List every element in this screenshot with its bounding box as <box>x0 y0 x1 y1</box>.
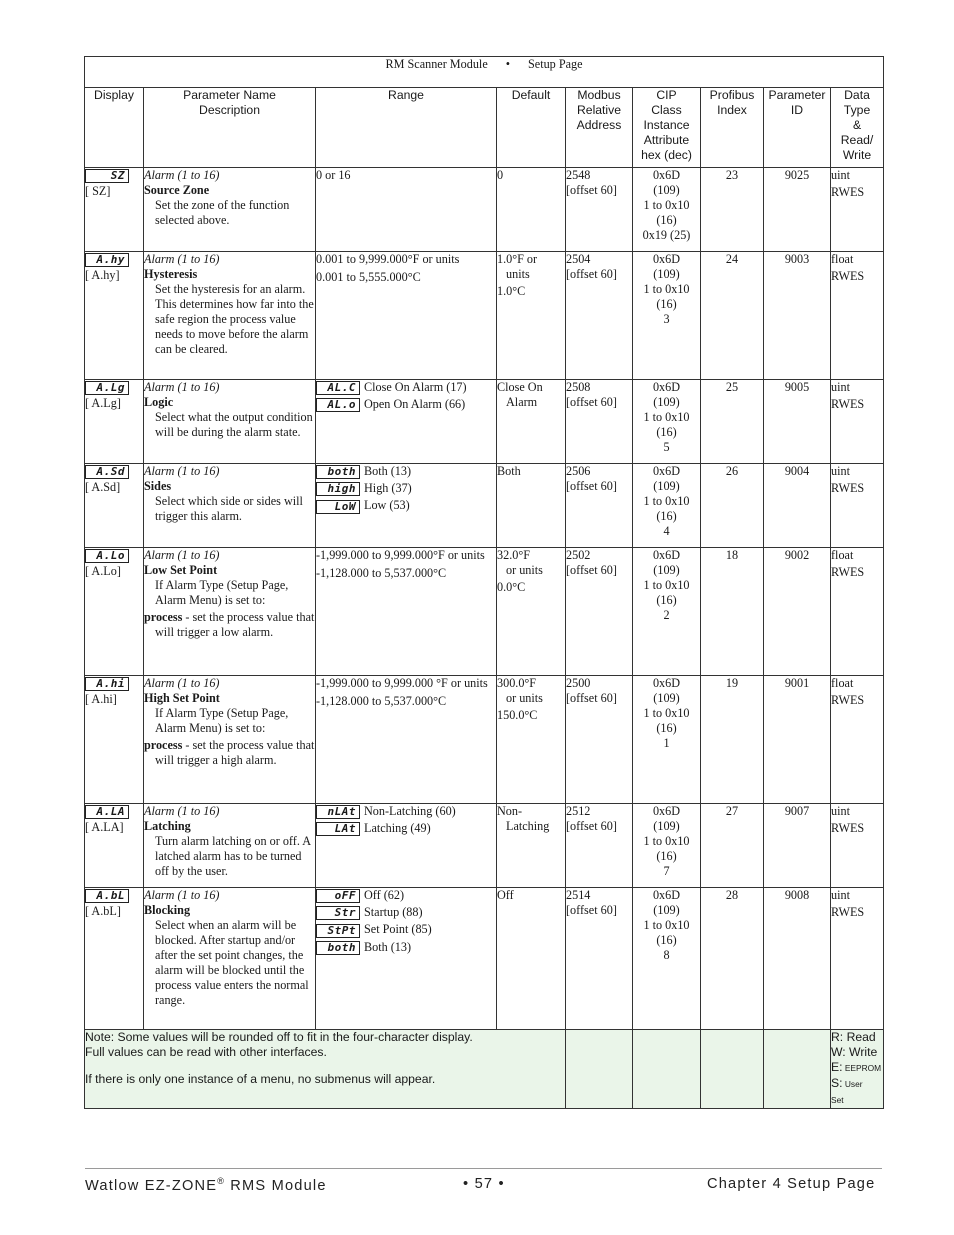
default-cell <box>497 380 566 464</box>
cip-line: (16) <box>656 509 677 523</box>
default-cell <box>497 804 566 888</box>
range-option <box>316 498 496 513</box>
data-type: uint <box>831 168 850 182</box>
cip-line: 1 <box>663 736 670 750</box>
cip-line: 0x6D <box>652 464 681 478</box>
default-cell <box>497 888 566 1030</box>
default-line: or units <box>506 691 543 705</box>
modbus-line: [offset 60] <box>566 267 617 281</box>
modbus-line: 2512 <box>566 804 591 818</box>
legend-item <box>831 1030 883 1045</box>
data-type-cell <box>831 168 884 252</box>
option-label: High (37) <box>364 481 412 496</box>
parameter-description: If Alarm Type (Setup Page, Alarm Menu) is set to: <box>155 578 289 607</box>
range-line: 0.001 to 5,555.000°C <box>316 270 421 284</box>
parameter-name: High Set Point <box>144 691 220 705</box>
option-seven-segment: AL.C <box>316 381 360 395</box>
cip-line: 0x6D <box>652 252 681 266</box>
seven-segment-display: A.Lg <box>85 381 129 395</box>
display-cell <box>85 548 144 676</box>
range-line: -1,128.000 to 5,537.000°C <box>316 694 447 708</box>
cip-cell <box>633 548 701 676</box>
profibus-index: 19 <box>701 676 764 804</box>
footer-right: Chapter 4 Setup Page <box>707 1176 876 1192</box>
display-code: [ A.LA] <box>85 820 124 835</box>
seven-segment-display: A.bL <box>85 889 129 903</box>
legend-value: Write <box>845 1045 878 1059</box>
range-option <box>316 821 496 836</box>
parameter-description-2 <box>144 738 315 768</box>
cip-line: 1 to 0x10 <box>643 706 690 720</box>
description-cell <box>144 804 316 888</box>
range-line: 0 or 16 <box>316 168 351 182</box>
read-write: RWES <box>831 269 865 283</box>
read-write: RWES <box>831 693 865 707</box>
description-cell <box>144 380 316 464</box>
cip-line: 4 <box>663 524 670 538</box>
read-write: RWES <box>831 185 865 199</box>
parameter-name: Latching <box>144 819 191 833</box>
parameter-group: Alarm (1 to 16) <box>144 380 220 394</box>
cip-line: 3 <box>663 312 670 326</box>
data-type-cell <box>831 380 884 464</box>
cip-line: 7 <box>663 864 670 878</box>
range-option <box>316 888 496 903</box>
parameter-name: Low Set Point <box>144 563 218 577</box>
cip-line: 1 to 0x10 <box>643 834 690 848</box>
parameter-group: Alarm (1 to 16) <box>144 464 220 478</box>
legend-item <box>831 1045 883 1060</box>
default-cell <box>497 168 566 252</box>
parameter-id: 9002 <box>764 548 831 676</box>
cip-line: 1 to 0x10 <box>643 198 690 212</box>
data-type-cell <box>831 804 884 888</box>
default-line: Non- <box>497 804 523 818</box>
modbus-line: [offset 60] <box>566 183 617 197</box>
header-profibus: Profibus Index <box>701 88 764 168</box>
cip-line: (16) <box>656 425 677 439</box>
legend-item <box>831 1060 883 1076</box>
read-write: RWES <box>831 905 865 919</box>
parameter-name: Source Zone <box>144 183 210 197</box>
data-type-cell <box>831 252 884 380</box>
data-type: uint <box>831 464 850 478</box>
cip-cell <box>633 888 701 1030</box>
parameter-id: 9003 <box>764 252 831 380</box>
cip-line: 1 to 0x10 <box>643 410 690 424</box>
parameter-name: Hysteresis <box>144 267 198 281</box>
option-seven-segment: LoW <box>316 500 360 514</box>
table-row <box>85 380 884 464</box>
modbus-line: [offset 60] <box>566 691 617 705</box>
parameter-description: If Alarm Type (Setup Page, Alarm Menu) is set to: <box>155 706 289 735</box>
data-type-cell <box>831 888 884 1030</box>
data-type: float <box>831 252 854 266</box>
modbus-line: 2502 <box>566 548 591 562</box>
modbus-line: 2514 <box>566 888 591 902</box>
parameter-group: Alarm (1 to 16) <box>144 168 220 182</box>
profibus-index: 24 <box>701 252 764 380</box>
parameter-name: Sides <box>144 479 172 493</box>
display-code: [ SZ] <box>85 184 111 199</box>
cip-cell <box>633 676 701 804</box>
option-label: Off (62) <box>364 888 405 902</box>
legend-key: E: <box>831 1060 843 1074</box>
read-write: RWES <box>831 397 865 411</box>
display-code: [ A.Lo] <box>85 564 121 579</box>
table-row <box>85 804 884 888</box>
display-code: [ A.Sd] <box>85 480 121 495</box>
table-row <box>85 676 884 804</box>
option-label: Non-Latching (60) <box>364 804 456 818</box>
cip-line: (16) <box>656 721 677 735</box>
display-cell <box>85 804 144 888</box>
cip-cell <box>633 804 701 888</box>
cip-line: 1 to 0x10 <box>643 918 690 932</box>
note-empty-cell <box>566 1030 633 1109</box>
legend-value: User <box>842 1079 863 1089</box>
process-keyword: process <box>144 610 183 624</box>
range-line: -1,999.000 to 9,999.000°F or units <box>316 548 485 562</box>
profibus-index: 23 <box>701 168 764 252</box>
read-write: RWES <box>831 821 865 835</box>
parameter-id: 9007 <box>764 804 831 888</box>
range-cell <box>316 888 497 1030</box>
display-code: [ A.hi] <box>85 692 117 707</box>
data-type-cell <box>831 676 884 804</box>
cip-line: 0x6D <box>652 804 681 818</box>
parameter-group: Alarm (1 to 16) <box>144 676 220 690</box>
modbus-cell <box>566 888 633 1030</box>
cip-line: 0x6D <box>652 676 681 690</box>
cip-line: 0x6D <box>652 380 681 394</box>
cip-line: (109) <box>653 479 680 493</box>
footer-left: Watlow EZ-ZONE® RMS Module <box>85 1176 327 1194</box>
modbus-line: 2548 <box>566 168 591 182</box>
profibus-index: 25 <box>701 380 764 464</box>
note-line: Note: Some values will be rounded off to fit in the four-character display. <box>85 1030 473 1044</box>
default-line: 150.0°C <box>497 708 538 722</box>
modbus-line: 2506 <box>566 464 591 478</box>
default-line: Off <box>497 888 514 902</box>
header-display: Display <box>85 88 144 168</box>
legend-key: W: <box>831 1045 846 1059</box>
option-label: Low (53) <box>364 498 410 513</box>
header-row <box>85 88 884 168</box>
data-type-cell <box>831 548 884 676</box>
parameter-group: Alarm (1 to 16) <box>144 804 220 818</box>
modbus-line: [offset 60] <box>566 479 617 493</box>
parameter-group: Alarm (1 to 16) <box>144 548 220 562</box>
default-line: 0 <box>497 168 504 182</box>
parameter-name: Blocking <box>144 903 191 917</box>
cip-line: (109) <box>653 691 680 705</box>
cip-line: 2 <box>663 608 670 622</box>
seven-segment-display: A.hy <box>85 253 129 267</box>
option-seven-segment: both <box>316 465 360 479</box>
cip-line: (16) <box>656 849 677 863</box>
option-label: Both (13) <box>364 939 412 954</box>
note-line: If there is only one instance of a menu, no submenus will appear. <box>85 1072 436 1086</box>
display-cell <box>85 676 144 804</box>
range-line: 0.001 to 9,999.000°F or units <box>316 252 460 266</box>
default-cell <box>497 548 566 676</box>
modbus-cell <box>566 380 633 464</box>
read-write: RWES <box>831 481 865 495</box>
range-option <box>316 905 496 920</box>
cip-line: 5 <box>663 440 670 454</box>
legend-item <box>831 1076 883 1092</box>
seven-segment-display: A.hi <box>85 677 129 691</box>
modbus-cell <box>566 168 633 252</box>
parameter-table <box>84 56 884 1109</box>
process-text: - set the process value that will trigger a high alarm. <box>155 738 315 767</box>
cip-line: (16) <box>656 297 677 311</box>
modbus-cell <box>566 464 633 548</box>
legend-key: S: <box>831 1076 843 1090</box>
range-option <box>316 940 496 955</box>
range-option <box>316 380 496 395</box>
modbus-line: [offset 60] <box>566 395 617 409</box>
parameter-id: 9001 <box>764 676 831 804</box>
header-cip: CIP Class Instance Attribute hex (dec) <box>633 88 701 168</box>
cip-line: 1 to 0x10 <box>643 578 690 592</box>
option-label: Set Point (85) <box>364 922 432 937</box>
default-line: Alarm <box>506 395 538 409</box>
table-row <box>85 252 884 380</box>
parameter-name: Logic <box>144 395 174 409</box>
cip-line: 1 to 0x10 <box>643 282 690 296</box>
description-cell <box>144 168 316 252</box>
legend-value: Set <box>831 1095 844 1105</box>
cip-cell <box>633 464 701 548</box>
range-cell <box>316 168 497 252</box>
parameter-group: Alarm (1 to 16) <box>144 888 220 902</box>
default-line: Both <box>497 464 521 478</box>
default-cell <box>497 464 566 548</box>
default-line: units <box>506 267 530 281</box>
modbus-line: 2504 <box>566 252 591 266</box>
table-row <box>85 548 884 676</box>
parameter-description-2 <box>144 610 315 640</box>
legend-value: EEPROM <box>842 1063 882 1073</box>
option-label: Close On Alarm (17) <box>364 380 467 394</box>
data-type-cell <box>831 464 884 548</box>
option-seven-segment: high <box>316 482 360 496</box>
display-code: [ A.Lg] <box>85 396 121 411</box>
profibus-index: 27 <box>701 804 764 888</box>
option-seven-segment: StPt <box>316 924 360 938</box>
cip-line: 1 to 0x10 <box>643 494 690 508</box>
modbus-line: 2508 <box>566 380 591 394</box>
parameter-id: 9008 <box>764 888 831 1030</box>
range-option <box>316 464 496 479</box>
data-type: float <box>831 676 854 690</box>
parameter-description: Turn alarm latching on or off. A latched alarm has to be turned off by the user. <box>155 834 311 878</box>
display-cell <box>85 464 144 548</box>
parameter-description: Set the hysteresis for an alarm. This determines how far into the safe region the process value needs to move before the alarm can be cleared. <box>155 282 314 356</box>
modbus-cell <box>566 676 633 804</box>
note-line: Full values can be read with other interfaces. <box>85 1045 327 1059</box>
seven-segment-display: SZ <box>85 169 129 183</box>
header-modbus: Modbus Relative Address <box>566 88 633 168</box>
modbus-cell <box>566 548 633 676</box>
profibus-index: 18 <box>701 548 764 676</box>
cip-line: (109) <box>653 819 680 833</box>
description-cell <box>144 548 316 676</box>
option-seven-segment: nLAt <box>316 805 360 819</box>
profibus-index: 26 <box>701 464 764 548</box>
process-text: - set the process value that will trigger a low alarm. <box>155 610 315 639</box>
default-cell <box>497 252 566 380</box>
option-seven-segment: Str <box>316 906 360 920</box>
modbus-line: [offset 60] <box>566 903 617 917</box>
cip-line: 0x19 (25) <box>642 228 691 242</box>
parameter-description: Set the zone of the function selected above. <box>155 198 290 227</box>
cip-line: (109) <box>653 395 680 409</box>
cip-line: 0x6D <box>652 548 681 562</box>
modbus-line: 2500 <box>566 676 591 690</box>
default-line: 32.0°F <box>497 548 530 562</box>
cip-line: (109) <box>653 267 680 281</box>
modbus-cell <box>566 804 633 888</box>
option-seven-segment: LAt <box>316 822 360 836</box>
range-cell <box>316 464 497 548</box>
data-type: uint <box>831 804 850 818</box>
page-name: Setup Page <box>528 57 583 71</box>
note-empty-cell <box>764 1030 831 1109</box>
cip-line: 0x6D <box>652 168 681 182</box>
parameter-description: Select what the output condition will be during the alarm state. <box>155 410 313 439</box>
option-seven-segment: oFF <box>316 889 360 903</box>
range-option <box>316 397 496 412</box>
profibus-index: 28 <box>701 888 764 1030</box>
default-line: Latching <box>506 819 550 833</box>
seven-segment-display: A.LA <box>85 805 129 819</box>
default-line: Close On <box>497 380 543 394</box>
legend-key: R: <box>831 1030 844 1044</box>
range-option <box>316 804 496 819</box>
parameter-id: 9004 <box>764 464 831 548</box>
range-cell <box>316 252 497 380</box>
default-cell <box>497 676 566 804</box>
page-number: • 57 • <box>463 1176 505 1192</box>
cip-line: (109) <box>653 183 680 197</box>
option-label: Both (13) <box>364 464 412 478</box>
table-row <box>85 464 884 548</box>
description-cell <box>144 252 316 380</box>
parameter-group: Alarm (1 to 16) <box>144 252 220 266</box>
display-cell <box>85 168 144 252</box>
parameter-id: 9025 <box>764 168 831 252</box>
option-seven-segment: AL.o <box>316 398 360 412</box>
table-row <box>85 888 884 1030</box>
range-line: -1,128.000 to 5,537.000°C <box>316 566 447 580</box>
default-line: 1.0°F or <box>497 252 538 266</box>
cip-line: 0x6D <box>652 888 681 902</box>
header-default: Default <box>497 88 566 168</box>
cip-cell <box>633 168 701 252</box>
cip-line: (109) <box>653 563 680 577</box>
option-label: Latching (49) <box>364 821 431 836</box>
legend <box>831 1030 884 1109</box>
cip-line: (16) <box>656 933 677 947</box>
description-cell <box>144 676 316 804</box>
range-option <box>316 481 496 496</box>
data-type: uint <box>831 380 850 394</box>
data-type: uint <box>831 888 850 902</box>
modbus-line: [offset 60] <box>566 819 617 833</box>
option-label: Startup (88) <box>364 905 423 920</box>
seven-segment-display: A.Lo <box>85 549 129 563</box>
data-type: float <box>831 548 854 562</box>
process-keyword: process <box>144 738 183 752</box>
default-line: 1.0°C <box>497 284 526 298</box>
seven-segment-display: A.Sd <box>85 465 129 479</box>
header-parameter-name: Parameter Name Description <box>144 88 316 168</box>
default-line: or units <box>506 563 543 577</box>
table-title: RM Scanner Module • Setup Page <box>85 57 884 88</box>
cip-cell <box>633 252 701 380</box>
parameter-id: 9005 <box>764 380 831 464</box>
range-option <box>316 922 496 937</box>
cip-line: 8 <box>663 948 670 962</box>
range-cell <box>316 548 497 676</box>
cip-cell <box>633 380 701 464</box>
option-seven-segment: both <box>316 941 360 955</box>
cip-line: (16) <box>656 593 677 607</box>
display-code: [ A.bL] <box>85 904 121 919</box>
legend-item <box>831 1092 883 1108</box>
table-body <box>85 168 884 1030</box>
cip-line: (109) <box>653 903 680 917</box>
description-cell <box>144 888 316 1030</box>
default-line: 0.0°C <box>497 580 526 594</box>
description-cell <box>144 464 316 548</box>
note-text <box>85 1030 566 1109</box>
header-data-type: Data Type & Read/ Write <box>831 88 884 168</box>
table-title-row <box>85 57 884 88</box>
modbus-line: [offset 60] <box>566 563 617 577</box>
read-write: RWES <box>831 565 865 579</box>
range-line: -1,999.000 to 9,999.000 °F or units <box>316 676 488 690</box>
table-row <box>85 168 884 252</box>
parameter-description: Select which side or sides will trigger this alarm. <box>155 494 303 523</box>
legend-value: Read <box>843 1030 876 1044</box>
display-cell <box>85 380 144 464</box>
cip-line: (16) <box>656 213 677 227</box>
header-parameter-id: Parameter ID <box>764 88 831 168</box>
header-range: Range <box>316 88 497 168</box>
display-code: [ A.hy] <box>85 268 120 283</box>
note-row <box>85 1030 884 1109</box>
note-empty-cell <box>701 1030 764 1109</box>
parameter-description: Select when an alarm will be blocked. After startup and/or after the set point changes, the alarm will be blocked until the process value enters the normal range. <box>155 918 309 1007</box>
option-label: Open On Alarm (66) <box>364 397 466 412</box>
range-cell <box>316 804 497 888</box>
range-cell <box>316 676 497 804</box>
default-line: 300.0°F <box>497 676 537 690</box>
modbus-cell <box>566 252 633 380</box>
footer-divider <box>85 1168 882 1169</box>
display-cell <box>85 252 144 380</box>
module-name: RM Scanner Module <box>385 57 488 71</box>
display-cell <box>85 888 144 1030</box>
range-cell <box>316 380 497 464</box>
note-empty-cell <box>633 1030 701 1109</box>
